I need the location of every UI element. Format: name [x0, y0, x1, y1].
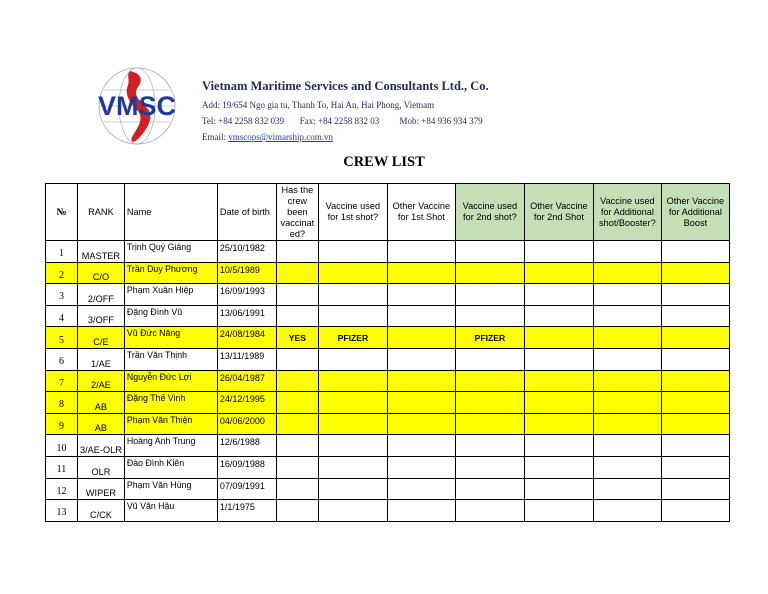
- company-email-line: [202, 132, 489, 142]
- email-link[interactable]: vmscops@vimarship.com.vn: [228, 132, 334, 142]
- company-info: [202, 79, 489, 142]
- cell-other-2nd: [524, 327, 593, 349]
- cell-name: Trần Văn Thịnh: [124, 348, 217, 370]
- vmsc-logo: [82, 65, 192, 147]
- cell-other-1st: [387, 241, 455, 263]
- email-label: Email:: [202, 132, 226, 142]
- cell-other-additional: [661, 327, 729, 349]
- cell-vaccinated: YES: [276, 327, 318, 349]
- cell-vaccinated: [276, 392, 318, 414]
- cell-name: Phạm Văn Thiện: [124, 413, 217, 435]
- cell-dob: 24/12/1995: [217, 392, 276, 414]
- cell-rank: OLR: [78, 456, 125, 478]
- cell-vaccine-additional: [593, 478, 661, 500]
- cell-other-additional: [661, 456, 729, 478]
- cell-other-2nd: [524, 435, 593, 457]
- cell-other-additional: [661, 435, 729, 457]
- col-other-2nd: Other Vaccine for 2nd Shot: [524, 184, 593, 241]
- cell-dob: 10/5/1989: [217, 262, 276, 284]
- col-other-additional: Other Vaccine for Additional Boost: [661, 184, 729, 241]
- logo-text: VMSC: [97, 91, 177, 121]
- cell-vaccinated: [276, 435, 318, 457]
- cell-dob: 16/09/1988: [217, 456, 276, 478]
- company-name: Vietnam Maritime Services and Consultants Ltd., Co.: [202, 79, 489, 93]
- header-row: [46, 184, 730, 241]
- cell-rank: AB: [78, 392, 125, 414]
- cell-vaccine-additional: [593, 456, 661, 478]
- cell-rank: MASTER: [78, 241, 125, 263]
- cell-other-2nd: [524, 284, 593, 306]
- cell-vaccine-2nd: [455, 262, 524, 284]
- cell-vaccine-additional: [593, 327, 661, 349]
- cell-no: 13: [46, 500, 78, 522]
- cell-vaccine-2nd: [455, 413, 524, 435]
- col-rank: RANK: [78, 184, 125, 241]
- cell-other-1st: [387, 305, 455, 327]
- table-row: [46, 327, 730, 349]
- cell-other-1st: [387, 456, 455, 478]
- cell-vaccine-1st: [318, 392, 387, 414]
- cell-dob: 25/10/1982: [217, 241, 276, 263]
- cell-name: Trịnh Quý Giảng: [124, 241, 217, 263]
- cell-other-1st: [387, 413, 455, 435]
- cell-other-additional: [661, 262, 729, 284]
- cell-rank: 2/AE: [78, 370, 125, 392]
- page-title: CREW LIST: [343, 154, 425, 170]
- cell-vaccine-1st: PFIZER: [318, 327, 387, 349]
- table-row: [46, 392, 730, 414]
- cell-vaccine-2nd: PFIZER: [455, 327, 524, 349]
- col-no: №: [46, 184, 78, 241]
- cell-other-additional: [661, 413, 729, 435]
- company-address: Add: 19/654 Ngo gia tu, Thanh To, Hai An, Hai Phong, Vietnam: [202, 100, 435, 110]
- cell-no: 12: [46, 478, 78, 500]
- col-vaccine-additional: Vaccine used for Additional shot/Booster?: [593, 184, 661, 241]
- cell-no: 7: [46, 370, 78, 392]
- cell-other-1st: [387, 500, 455, 522]
- cell-rank: 1/AE: [78, 348, 125, 370]
- cell-vaccine-additional: [593, 241, 661, 263]
- cell-other-2nd: [524, 392, 593, 414]
- cell-vaccinated: [276, 456, 318, 478]
- cell-vaccine-2nd: [455, 456, 524, 478]
- cell-vaccine-1st: [318, 348, 387, 370]
- cell-vaccine-additional: [593, 435, 661, 457]
- table-row: [46, 262, 730, 284]
- cell-vaccine-2nd: [455, 348, 524, 370]
- cell-rank: WIPER: [78, 478, 125, 500]
- cell-name: Phạm Văn Hùng: [124, 478, 217, 500]
- cell-vaccine-2nd: [455, 392, 524, 414]
- cell-vaccinated: [276, 478, 318, 500]
- cell-no: 8: [46, 392, 78, 414]
- cell-vaccinated: [276, 370, 318, 392]
- cell-dob: 26/04/1987: [217, 370, 276, 392]
- cell-other-2nd: [524, 500, 593, 522]
- cell-vaccinated: [276, 284, 318, 306]
- cell-other-additional: [661, 348, 729, 370]
- cell-name: Đào Đình Kiên: [124, 456, 217, 478]
- table-row: [46, 284, 730, 306]
- cell-dob: 04/06/2000: [217, 413, 276, 435]
- cell-rank: 2/OFF: [78, 284, 125, 306]
- cell-no: 5: [46, 327, 78, 349]
- cell-vaccine-2nd: [455, 305, 524, 327]
- cell-name: Hoàng Anh Trung: [124, 435, 217, 457]
- cell-vaccinated: [276, 348, 318, 370]
- cell-rank: C/E: [78, 327, 125, 349]
- cell-rank: 3/AE-OLR: [78, 435, 125, 457]
- cell-dob: 24/08/1984: [217, 327, 276, 349]
- cell-other-additional: [661, 241, 729, 263]
- table-row: [46, 305, 730, 327]
- cell-vaccine-2nd: [455, 284, 524, 306]
- table-row: [46, 435, 730, 457]
- cell-rank: AB: [78, 413, 125, 435]
- cell-other-1st: [387, 327, 455, 349]
- cell-dob: 07/09/1991: [217, 478, 276, 500]
- col-dob: Date of birth: [217, 184, 276, 241]
- cell-vaccine-additional: [593, 500, 661, 522]
- cell-other-2nd: [524, 348, 593, 370]
- cell-other-2nd: [524, 305, 593, 327]
- cell-vaccinated: [276, 262, 318, 284]
- cell-name: Nguyễn Đức Lợi: [124, 370, 217, 392]
- cell-other-2nd: [524, 413, 593, 435]
- cell-vaccine-1st: [318, 370, 387, 392]
- cell-other-additional: [661, 305, 729, 327]
- cell-rank: C/O: [78, 262, 125, 284]
- col-vaccine-2nd: Vaccine used for 2nd shot?: [455, 184, 524, 241]
- crew-table: [45, 183, 730, 522]
- cell-dob: 16/09/1993: [217, 284, 276, 306]
- cell-vaccine-additional: [593, 370, 661, 392]
- company-mob: Mob: +84 936 934 379: [399, 116, 483, 126]
- company-fax: Fax: +84 2258 832 03: [299, 116, 380, 126]
- cell-dob: 13/06/1991: [217, 305, 276, 327]
- cell-other-1st: [387, 348, 455, 370]
- cell-vaccine-additional: [593, 262, 661, 284]
- cell-no: 6: [46, 348, 78, 370]
- cell-other-additional: [661, 478, 729, 500]
- table-row: [46, 348, 730, 370]
- col-vaccinated: Has the crew been vaccinat ed?: [276, 184, 318, 241]
- cell-other-2nd: [524, 478, 593, 500]
- company-phones: [202, 116, 489, 126]
- cell-name: Vũ Văn Hậu: [124, 500, 217, 522]
- cell-vaccine-1st: [318, 284, 387, 306]
- cell-vaccine-1st: [318, 456, 387, 478]
- cell-other-additional: [661, 500, 729, 522]
- col-other-1st: Other Vaccine for 1st Shot: [387, 184, 455, 241]
- col-vaccine-1st: Vaccine used for 1st shot?: [318, 184, 387, 241]
- cell-vaccinated: [276, 500, 318, 522]
- col-name: Name: [124, 184, 217, 241]
- letterhead: [62, 57, 542, 152]
- cell-vaccine-additional: [593, 305, 661, 327]
- cell-vaccine-additional: [593, 413, 661, 435]
- cell-vaccine-2nd: [455, 435, 524, 457]
- cell-vaccine-additional: [593, 284, 661, 306]
- cell-vaccinated: [276, 413, 318, 435]
- cell-vaccine-1st: [318, 413, 387, 435]
- cell-other-additional: [661, 392, 729, 414]
- cell-vaccine-1st: [318, 241, 387, 263]
- cell-name: Đặng Thế Vinh: [124, 392, 217, 414]
- cell-rank: C/CK: [78, 500, 125, 522]
- cell-other-1st: [387, 370, 455, 392]
- cell-vaccine-2nd: [455, 370, 524, 392]
- cell-other-1st: [387, 478, 455, 500]
- cell-other-additional: [661, 370, 729, 392]
- company-tel: Tel: +84 2258 832 039: [202, 116, 284, 126]
- cell-vaccine-1st: [318, 478, 387, 500]
- cell-no: 11: [46, 456, 78, 478]
- cell-vaccine-2nd: [455, 500, 524, 522]
- cell-other-1st: [387, 262, 455, 284]
- cell-name: Đặng Đình Vũ: [124, 305, 217, 327]
- cell-vaccine-1st: [318, 305, 387, 327]
- cell-vaccinated: [276, 305, 318, 327]
- cell-no: 10: [46, 435, 78, 457]
- cell-vaccine-2nd: [455, 478, 524, 500]
- cell-vaccine-1st: [318, 435, 387, 457]
- cell-other-2nd: [524, 370, 593, 392]
- cell-rank: 3/OFF: [78, 305, 125, 327]
- cell-other-1st: [387, 284, 455, 306]
- cell-other-1st: [387, 392, 455, 414]
- cell-other-additional: [661, 284, 729, 306]
- cell-other-2nd: [524, 262, 593, 284]
- cell-vaccine-1st: [318, 500, 387, 522]
- cell-vaccine-additional: [593, 392, 661, 414]
- table-row: [46, 500, 730, 522]
- cell-vaccinated: [276, 241, 318, 263]
- table-row: [46, 370, 730, 392]
- cell-no: 9: [46, 413, 78, 435]
- cell-no: 2: [46, 262, 78, 284]
- cell-no: 3: [46, 284, 78, 306]
- cell-vaccine-1st: [318, 262, 387, 284]
- cell-no: 4: [46, 305, 78, 327]
- table-row: [46, 456, 730, 478]
- cell-dob: 12/6/1988: [217, 435, 276, 457]
- cell-vaccine-2nd: [455, 241, 524, 263]
- cell-vaccine-additional: [593, 348, 661, 370]
- cell-other-1st: [387, 435, 455, 457]
- cell-dob: 13/11/1989: [217, 348, 276, 370]
- cell-name: Trần Duy Phương: [124, 262, 217, 284]
- table-row: [46, 478, 730, 500]
- table-row: [46, 241, 730, 263]
- cell-other-2nd: [524, 241, 593, 263]
- cell-no: 1: [46, 241, 78, 263]
- cell-name: Vũ Đức Năng: [124, 327, 217, 349]
- cell-other-2nd: [524, 456, 593, 478]
- cell-name: Phạm Xuân Hiệp: [124, 284, 217, 306]
- table-row: [46, 413, 730, 435]
- cell-dob: 1/1/1975: [217, 500, 276, 522]
